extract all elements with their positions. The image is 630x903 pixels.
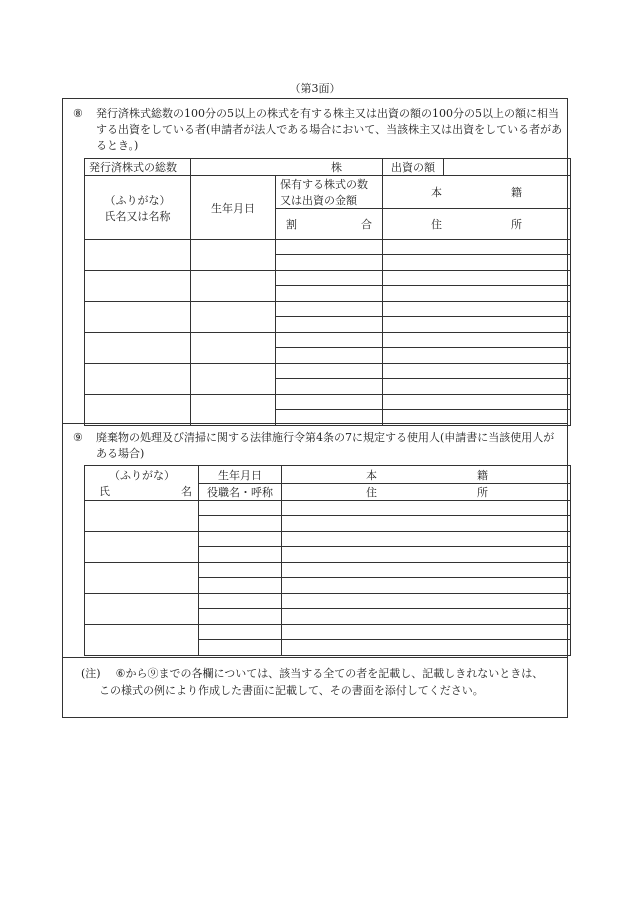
s8-holding-cell[interactable]: [276, 333, 383, 348]
note-line-1: ⑥から⑨までの各欄については、該当する全ての者を記載し、記載しきれないときは、: [115, 667, 544, 680]
s9-domicile-cell[interactable]: [282, 532, 571, 547]
s8-ratio-cell[interactable]: [276, 317, 383, 333]
note-line-2: この様式の例により作成した書面に記載して、その書面を添付してください。: [99, 684, 484, 697]
s8-domicile-cell[interactable]: [383, 364, 571, 379]
form-frame: [62, 98, 568, 718]
s8-name-cell[interactable]: [85, 395, 191, 426]
s9-position-cell[interactable]: [199, 516, 282, 532]
s8-name-cell[interactable]: [85, 302, 191, 333]
s9-name-header: [85, 466, 199, 501]
holding-header: [276, 176, 383, 209]
s8-name-cell[interactable]: [85, 271, 191, 302]
s9-birth-header: 生年月日: [199, 466, 282, 484]
ratio-label-1: 割: [286, 218, 297, 231]
s8-ratio-cell[interactable]: [276, 379, 383, 395]
s9-furigana-label: （ふりがな）: [109, 469, 175, 482]
s9-position-cell[interactable]: [199, 578, 282, 594]
investment-value[interactable]: [444, 159, 571, 176]
address-label-2: 所: [511, 218, 522, 231]
s9-address-cell[interactable]: [282, 640, 571, 656]
shares-unit: 株: [191, 159, 383, 176]
s8-ratio-cell[interactable]: [276, 255, 383, 271]
s8-ratio-cell[interactable]: [276, 348, 383, 364]
ratio-label-2: 合: [361, 218, 372, 231]
s8-birth-cell[interactable]: [191, 395, 276, 426]
s9-name-cell[interactable]: [85, 594, 199, 625]
s9-domicile-header: [282, 466, 571, 484]
name-header: [85, 176, 191, 240]
birth-header: 生年月日: [191, 176, 276, 240]
s9-address-label-2: 所: [477, 486, 488, 499]
note: [81, 665, 561, 699]
s8-ratio-cell[interactable]: [276, 286, 383, 302]
s9-position-cell[interactable]: [199, 547, 282, 563]
s9-name-cell[interactable]: [85, 501, 199, 532]
s9-name-label-1: 氏: [99, 485, 110, 498]
s9-birth-cell[interactable]: [199, 532, 282, 547]
s8-birth-cell[interactable]: [191, 271, 276, 302]
s8-birth-cell[interactable]: [191, 302, 276, 333]
s9-address-cell[interactable]: [282, 516, 571, 532]
s9-address-header: [282, 484, 571, 501]
s9-address-cell[interactable]: [282, 578, 571, 594]
section8-text: 発行済株式総数の100分の5以上の株式を有する株主又は出資の額の100分の5以上の額に相当する出資をしている者(申請者が法人である場合において、当該株主又は出資をしている者があるとき。): [96, 107, 563, 152]
s9-address-cell[interactable]: [282, 547, 571, 563]
s8-domicile-cell[interactable]: [383, 240, 571, 255]
s9-name-cell[interactable]: [85, 563, 199, 594]
s8-domicile-cell[interactable]: [383, 302, 571, 317]
section8-number: ⑧: [73, 107, 83, 120]
s9-domicile-cell[interactable]: [282, 563, 571, 578]
s9-birth-cell[interactable]: [199, 625, 282, 640]
address-header: [383, 209, 571, 240]
s8-domicile-cell[interactable]: [383, 395, 571, 410]
furigana-label: （ふりがな）: [104, 193, 171, 207]
s9-birth-cell[interactable]: [199, 563, 282, 578]
s9-name-cell[interactable]: [85, 532, 199, 563]
holding-label-2: 又は出資の金額: [280, 194, 357, 207]
s9-address-label-1: 住: [366, 486, 377, 499]
section8-paragraph: [73, 106, 563, 154]
s8-address-cell[interactable]: [383, 286, 571, 302]
section9-text: 廃棄物の処理及び清掃に関する法律施行令第4条の7に規定する使用人(申請書に当該使用人がある場合): [96, 431, 555, 460]
s9-birth-cell[interactable]: [199, 501, 282, 516]
s8-holding-cell[interactable]: [276, 395, 383, 410]
s9-domicile-cell[interactable]: [282, 594, 571, 609]
s8-name-cell[interactable]: [85, 240, 191, 271]
s9-domicile-cell[interactable]: [282, 625, 571, 640]
domicile-header: [383, 176, 571, 209]
s8-address-cell[interactable]: [383, 379, 571, 395]
s8-name-cell[interactable]: [85, 333, 191, 364]
s9-position-cell[interactable]: [199, 640, 282, 656]
s8-holding-cell[interactable]: [276, 364, 383, 379]
s9-name-label-2: 名: [181, 485, 192, 498]
s9-name-cell[interactable]: [85, 625, 199, 656]
s9-domicile-label-2: 籍: [477, 468, 488, 482]
s8-holding-cell[interactable]: [276, 302, 383, 317]
s8-holding-cell[interactable]: [276, 271, 383, 286]
note-divider: [63, 657, 567, 658]
s9-position-cell[interactable]: [199, 609, 282, 625]
s8-name-cell[interactable]: [85, 364, 191, 395]
s8-address-cell[interactable]: [383, 317, 571, 333]
holding-label-1: 保有する株式の数: [280, 178, 368, 191]
s9-position-header: 役職名・呼称: [199, 484, 282, 501]
s9-domicile-cell[interactable]: [282, 501, 571, 516]
name-label: 氏名又は名称: [104, 209, 171, 223]
page-label: （第3面）: [289, 82, 341, 95]
s9-birth-cell[interactable]: [199, 594, 282, 609]
address-label-1: 住: [431, 218, 442, 231]
investment-label: 出資の額: [383, 159, 444, 176]
s8-birth-cell[interactable]: [191, 240, 276, 271]
note-prefix: (注): [81, 667, 101, 680]
section-divider: [63, 423, 567, 424]
s9-address-cell[interactable]: [282, 609, 571, 625]
s8-birth-cell[interactable]: [191, 333, 276, 364]
section9-number: ⑨: [73, 431, 83, 444]
s8-holding-cell[interactable]: [276, 240, 383, 255]
ratio-header: [276, 209, 383, 240]
s9-domicile-label-1: 本: [366, 468, 377, 482]
section8-table: [84, 158, 571, 426]
s8-birth-cell[interactable]: [191, 364, 276, 395]
s8-address-cell[interactable]: [383, 255, 571, 271]
domicile-label-2: 籍: [511, 186, 522, 199]
total-shares-label: 発行済株式の総数: [85, 159, 191, 176]
section9-table: [84, 465, 571, 656]
s8-domicile-cell[interactable]: [383, 333, 571, 348]
domicile-label-1: 本: [431, 186, 442, 199]
s8-domicile-cell[interactable]: [383, 271, 571, 286]
s8-address-cell[interactable]: [383, 348, 571, 364]
section9-paragraph: [73, 430, 563, 462]
